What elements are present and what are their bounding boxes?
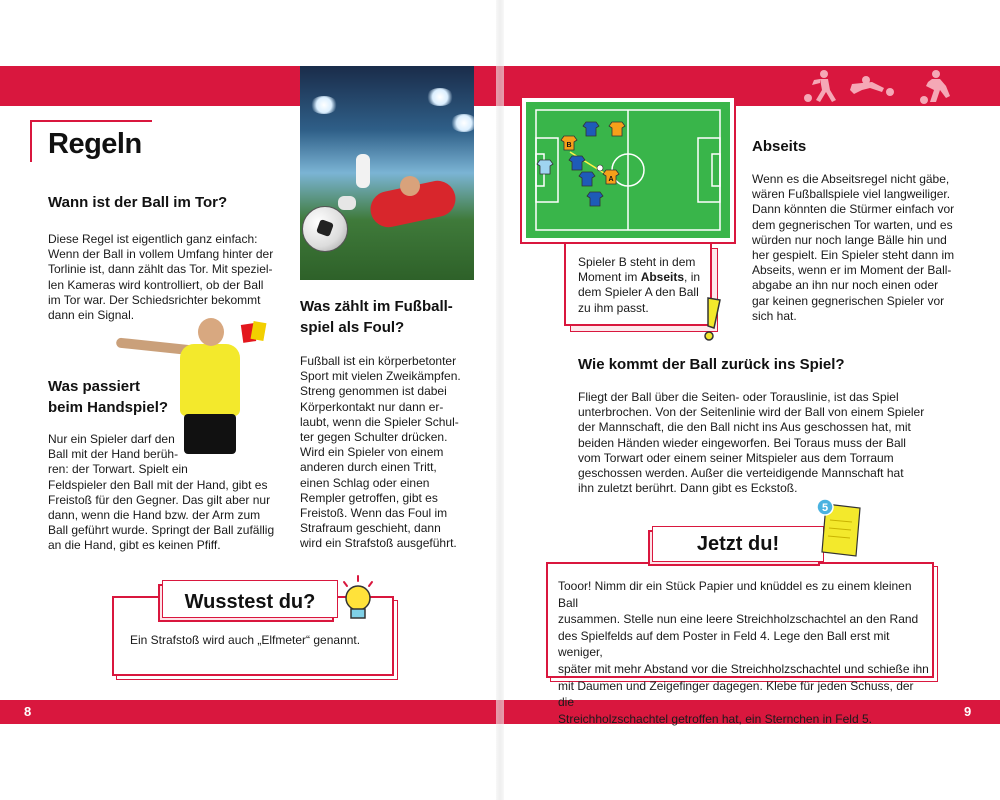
paragraph-abseits: Wenn es die Abseitsregel nicht gäbe, wären Fußballspiele viel langweiliger. Dann könnten die Stürmer einfach vor dem gegnerischen Tor warten, und es würden nur noch lange Bälle hin und her gespielt. Ein Spieler steht dann im Abseits, wenn er im Moment der Ball- abgabe an ihn nur noch einen oder gar keinen gegnerischen Spieler vor sich hat. [752, 172, 955, 323]
exclamation-icon [702, 296, 722, 344]
heading-ball-zurueck: Wie kommt der Ball zurück ins Spiel? [578, 356, 845, 373]
task-number-badge: 5 [821, 502, 829, 514]
callout-text: Spieler B steht in dem Moment im Abseits, in dem Spieler A den Ball zu ihm passt. [578, 255, 701, 315]
task-box-text: Tooor! Nimm dir ein Stück Papier und knüddel es zu einem kleinen Ball zusammen. Stelle nun eine leere Streichholzschachtel an den Rand des Spielfelds auf dem Poster in Feld 4. Lege den Ball erst mit weniger, später mit mehr Abstand vor die Streichholzschachtel und schieße ihn mit Daumen und Zeigefinger dagegen. Klebe für jeden Schuss, der die Streichholzschachtel getroffen hat, ein Sternchen in Feld 5. [558, 579, 929, 726]
label-b: B [566, 142, 572, 149]
heading-ball-im-tor: Wann ist der Ball im Tor? [48, 194, 228, 211]
section-title: Regeln [48, 128, 142, 160]
sticky-note-icon [816, 498, 864, 560]
heading-foul: Was zählt im Fußball- spiel als Foul? [300, 298, 453, 336]
page-number-left: 8 [24, 704, 32, 719]
lightbulb-icon [338, 574, 378, 626]
yellow-card-icon [251, 321, 267, 341]
info-box-text: Ein Strafstoß wird auch „Elfmeter“ genannt. [130, 633, 361, 647]
offside-diagram [526, 102, 730, 238]
paragraph-foul: Fußball ist ein körperbetonter Sport mit vielen Zweikämpfen. Streng genommen ist dabei Körperkontakt nur dann er- laubt, wenn die Spieler Schul- ter gegen Schulter drücken. Wird ein Spieler von einem anderen durch einen Tritt, einen Schlag oder einen Rempler getroffen, gibt es Freistoß. Wenn das Foul im Strafraum geschieht, dann wird ein Strafstoß ausgeführt. [300, 354, 461, 551]
paragraph-ball-im-tor: Diese Regel ist eigentlich ganz einfach: Wenn der Ball in vollem Umfang hinter der Torlinie ist, dann zählt das Tor. Mit speziel- len Kameras wird kontrolliert, ob der Ball im Tor war. Der Schiedsrichter bekommt dann ein Signal. [48, 232, 274, 323]
goalkeeper-photo [300, 66, 474, 280]
paragraph-handspiel: Nur ein Spieler darf den Ball mit der Hand berüh- ren: der Torwart. Spielt ein Feldspieler den Ball mit der Hand, gibt es Freistoß für den Gegner. Das gilt aber nur dann, wenn die Hand bzw. der Arm zum Ball geführt wurde. Springt der Ball zufällig an die Hand, gibt es keinen Pfiff. [48, 432, 275, 553]
label-a: A [608, 176, 614, 183]
page-number-right: 9 [964, 704, 972, 719]
paragraph-ball-zurueck: Fliegt der Ball über die Seiten- oder Torauslinie, ist das Spiel unterbrochen. Von der Seitenlinie wird der Ball von einem Spieler der Mannschaft, die den Ball nicht ins Aus geschossen hat, mit beiden Händen wieder eingeworfen. Bei Toraus muss der Ball vom Torwart oder einem seiner Mitspieler aus dem Torraum geschossen werden. Außer die verteidigende Mannschaft hat ihn zuletzt berührt. Dann gibt es Eckstoß. [578, 390, 925, 496]
info-box-title: Wusstest du? [184, 591, 316, 613]
diagram-ball-icon [597, 165, 603, 171]
football-icon [302, 206, 348, 252]
heading-handspiel: Was passiert beim Handspiel? [48, 378, 169, 416]
page-gutter [496, 0, 504, 800]
heading-abseits: Abseits [752, 138, 807, 155]
footballer-silhouettes-icon [800, 68, 966, 106]
task-box-title: Jetzt du! [696, 533, 780, 555]
